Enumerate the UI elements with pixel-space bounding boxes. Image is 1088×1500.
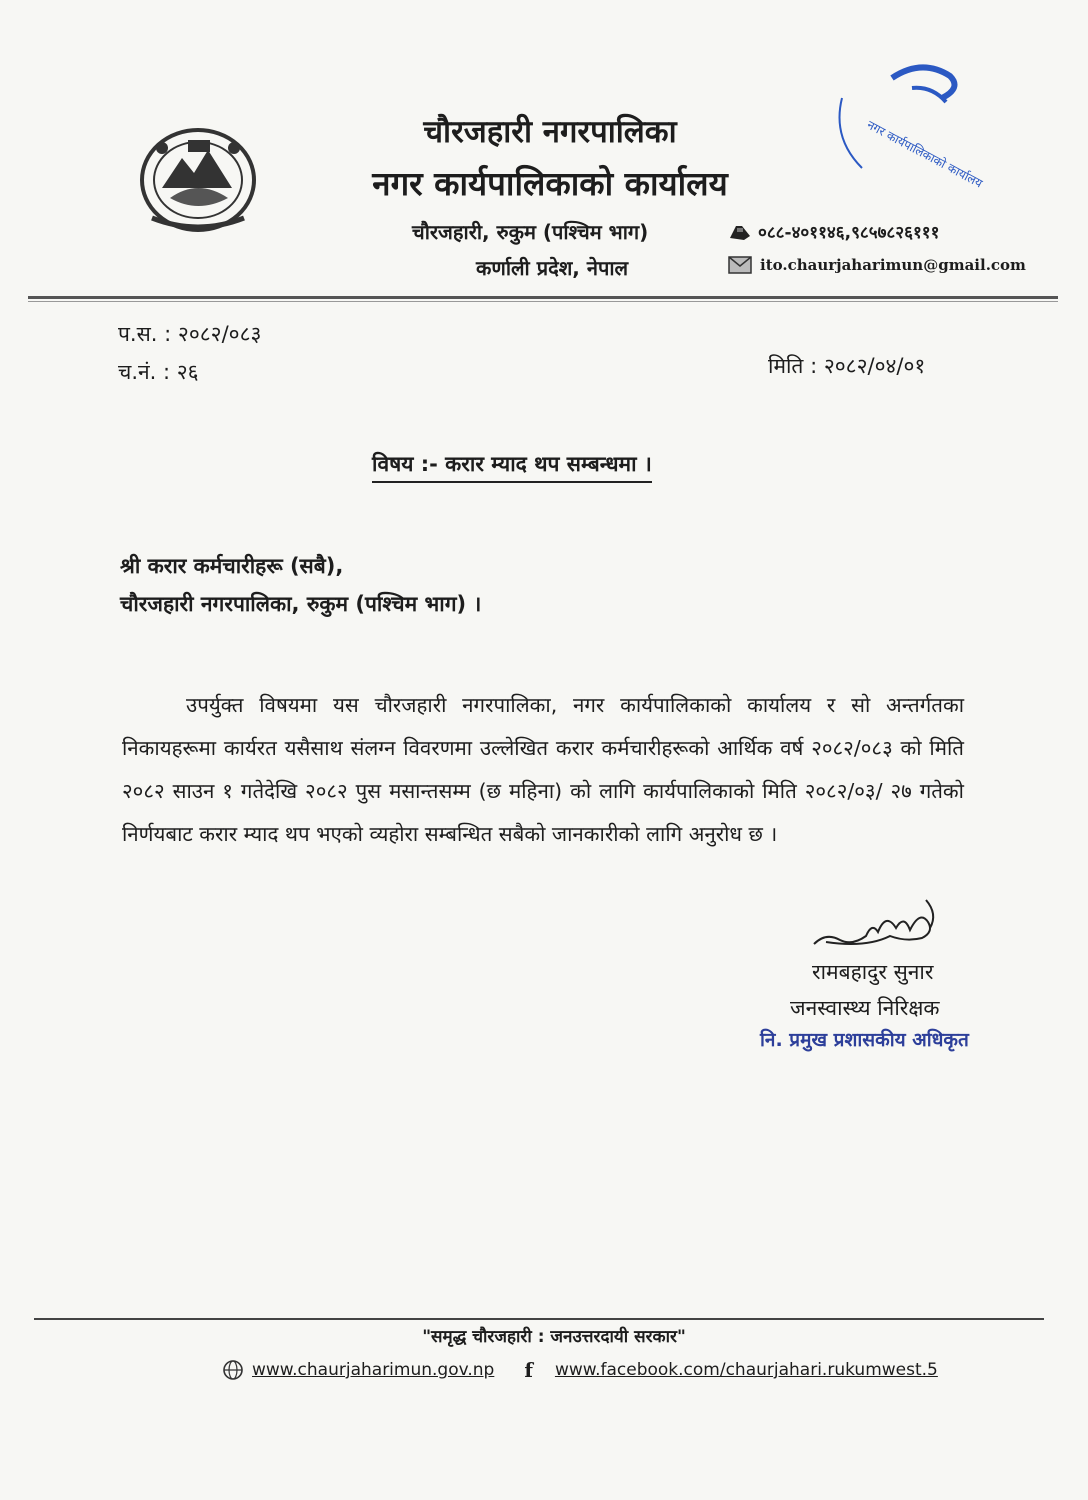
signatory-role: नि. प्रमुख प्रशासकीय अधिकृत (760, 1029, 969, 1051)
addressee-line2: चौरजहारी नगरपालिका, रुकुम (पश्चिम भाग) । (120, 592, 482, 616)
footer-links (222, 1358, 938, 1382)
email-row (728, 256, 1026, 274)
office-stamp (822, 58, 992, 198)
phone-icon (728, 222, 754, 242)
office-title-line2: नगर कार्यपालिकाको कार्यालय (372, 164, 728, 203)
address-line1: चौरजहारी, रुकुम (पश्चिम भाग) (412, 220, 649, 244)
website-link[interactable]: www.chaurjaharimun.gov.np (252, 1360, 495, 1380)
office-title-line1: चौरजहारी नगरपालिका (423, 114, 677, 150)
letter-date: मिति : २०८२/०४/०१ (768, 354, 926, 378)
footer-motto: "समृद्ध चौरजहारी : जनउत्तरदायी सरकार" (422, 1327, 686, 1347)
letter-body: उपर्युक्त विषयमा यस चौरजहारी नगरपालिका, नगर कार्यपालिकाको कार्यालय र सो अन्तर्गतका निकायहरूमा कार्यरत यसैसाथ संलग्न विवरणमा उल्लेखित करार कर्मचारीहरूको आर्थिक वर्ष २०८२/०८३ को मिति २०८२ साउन १ गतेदेखि २०८२ पुस मसान्तसम्म (छ महिना) को लागि कार्यपालिकाको मिति २०८२/०३/ २७ गतेको निर्णयबाट करार म्याद थप भएको व्यहोरा सम्बन्धित सबैको जानकारीको लागि अनुरोध छ । (122, 693, 964, 846)
subject-line: विषय :- करार म्याद थप सम्बन्धमा । (372, 450, 652, 483)
footer-divider (34, 1318, 1044, 1320)
handwritten-signature (806, 892, 946, 952)
stamp-text: नगर कार्यपालिकाको कार्यालय (864, 117, 985, 191)
email-address: ito.chaurjaharimun@gmail.com (760, 256, 1026, 274)
addressee-line1: श्री करार कर्मचारीहरू (सबै), (120, 554, 344, 578)
signatory-title: जनस्वास्थ्य निरिक्षक (790, 996, 940, 1020)
phone-number: ०८८-४०११४६,९८५७८२६१११ (758, 223, 940, 243)
chalani-number: च.नं. : २६ (118, 360, 199, 384)
facebook-link[interactable]: www.facebook.com/chaurjahari.rukumwest.5 (554, 1360, 938, 1380)
email-icon (728, 256, 752, 274)
signatory-name: रामबहादुर सुनार (812, 960, 934, 984)
header-divider-thin (28, 301, 1058, 302)
patra-sankhya: प.स. : २०८२/०८३ (118, 322, 262, 346)
globe-icon (222, 1359, 244, 1381)
header-divider (28, 296, 1058, 299)
facebook-icon: f (524, 1358, 533, 1382)
nepal-emblem-icon (132, 118, 264, 238)
address-line2: कर्णाली प्रदेश, नेपाल (476, 256, 629, 280)
phone-row (728, 220, 939, 243)
